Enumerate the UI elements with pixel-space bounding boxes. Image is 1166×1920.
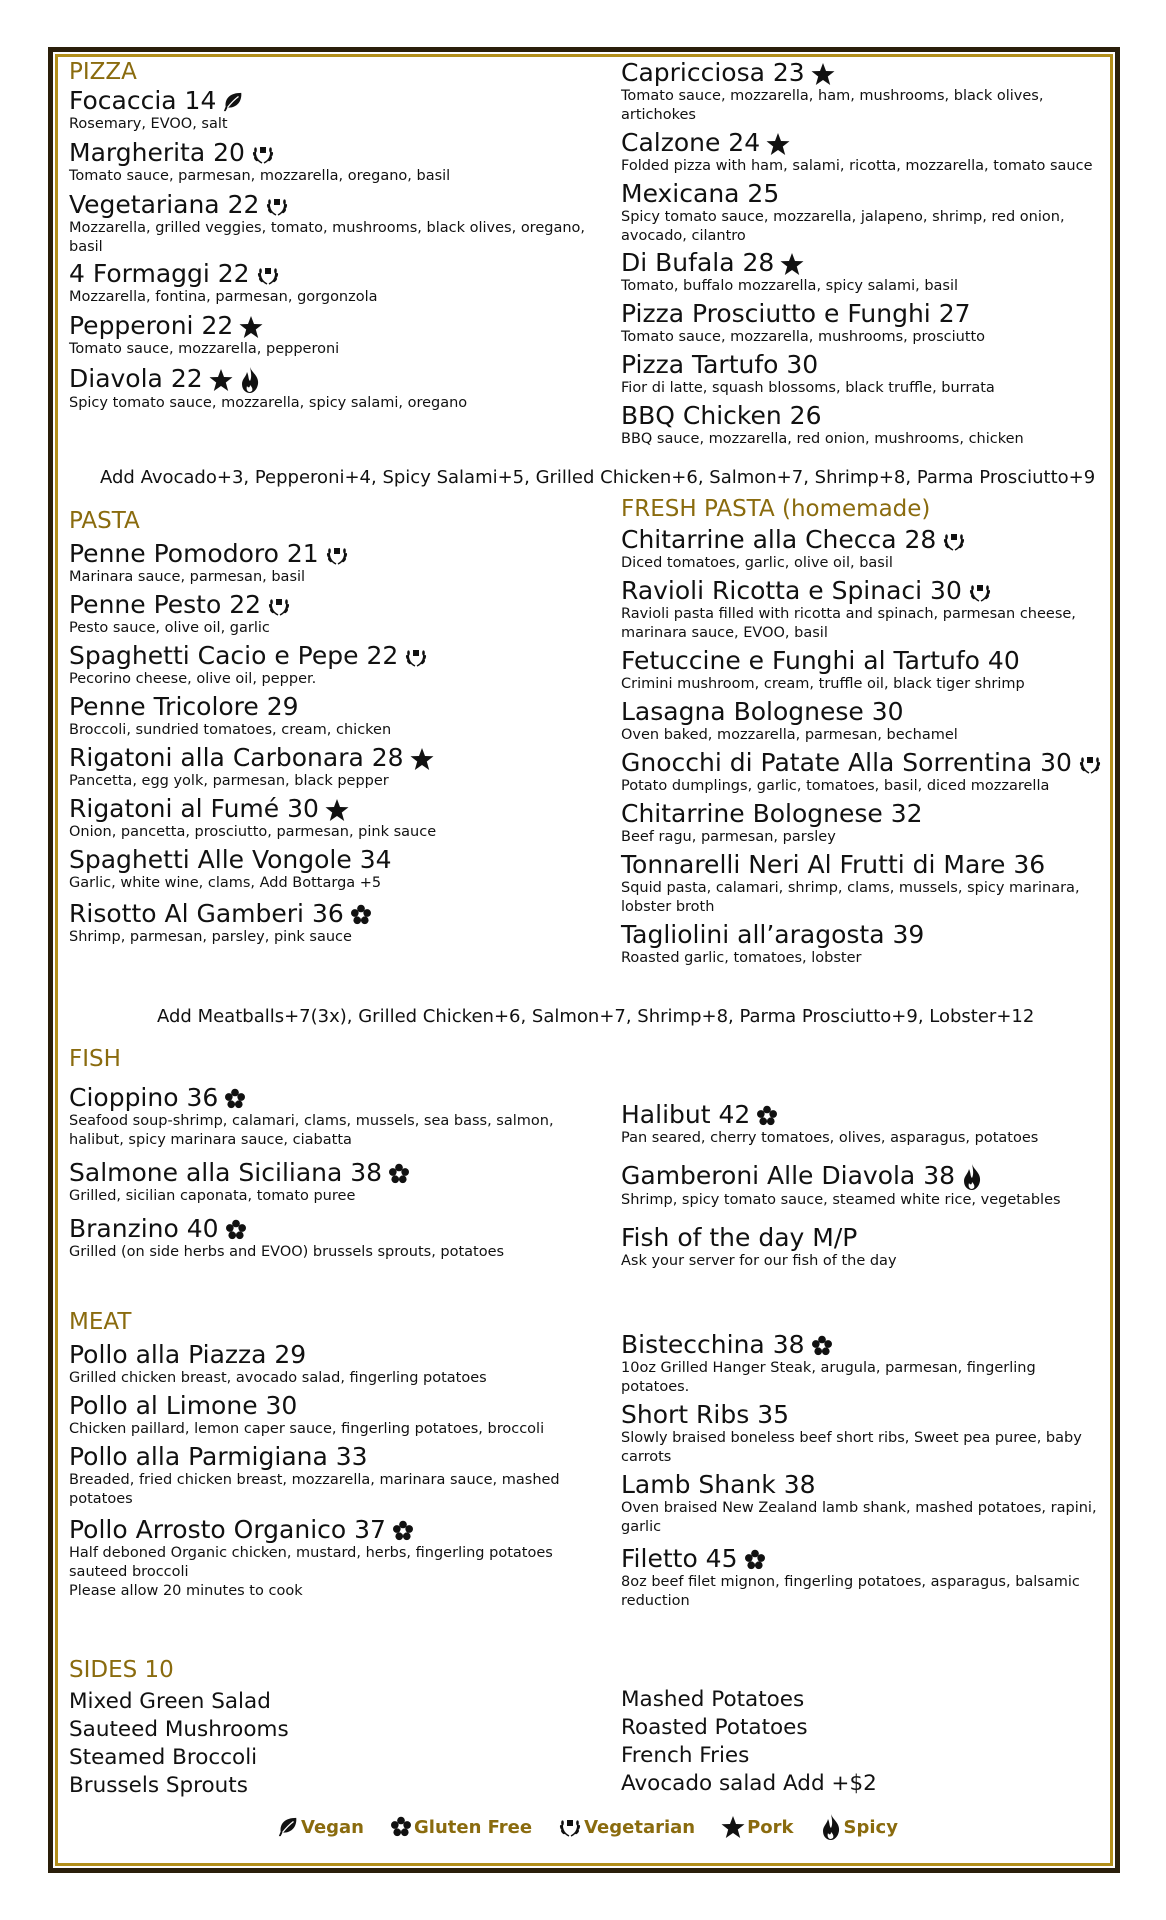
menu-item-name-text: Chitarrine Bolognese 32 <box>621 799 923 828</box>
menu-item-description: Breaded, fried chicken breast, mozzarella, marinara sauce, mashed potatoes <box>69 1472 560 1507</box>
legend-label: Vegetarian <box>584 1816 696 1838</box>
legend-item-vegan <box>277 1816 364 1838</box>
menu-item <box>69 641 599 689</box>
menu-item-name <box>69 899 599 928</box>
menu-item <box>621 128 1101 176</box>
pasta-left-column <box>69 507 599 947</box>
flower-icon <box>225 1219 247 1241</box>
menu-item <box>69 138 599 186</box>
menu-item-name-text: Branzino 40 <box>69 1214 219 1243</box>
menu-item <box>69 590 599 638</box>
menu-item-name <box>621 748 1101 777</box>
section-title-pizza: PIZZA <box>69 59 137 85</box>
side-item: Mixed Green Salad <box>69 1689 271 1714</box>
menu-item-name-text: Lamb Shank 38 <box>621 1470 816 1499</box>
meat-right-column <box>621 1330 1101 1611</box>
menu-item <box>69 1442 599 1509</box>
menu-item <box>69 364 599 413</box>
menu-item <box>69 539 599 587</box>
menu-item <box>69 1391 599 1439</box>
menu-item-name-text: Capricciosa 23 <box>621 58 805 87</box>
flower-icon <box>744 1549 766 1571</box>
menu-item-name-text: Tonnarelli Neri Al Frutti di Mare 36 <box>621 850 1046 879</box>
menu-item-name <box>69 190 599 219</box>
menu-item-description: Garlic, white wine, clams, Add Bottarga +5 <box>69 875 382 891</box>
menu-item <box>69 1158 599 1206</box>
menu-item <box>621 1330 1101 1397</box>
menu-item-description: Slowly braised boneless beef short ribs, Sweet pea puree, baby carrots <box>621 1430 1082 1465</box>
star-icon <box>766 132 790 156</box>
menu-item-description: Tomato sauce, mozzarella, ham, mushrooms, black olives, artichokes <box>621 88 1044 123</box>
leaf-icon <box>277 1816 299 1838</box>
laurel-icon <box>251 143 275 165</box>
legend-item-vegetarian <box>558 1816 695 1838</box>
menu-item-name <box>69 1515 599 1544</box>
menu-item <box>621 299 1101 347</box>
menu-item-description: 10oz Grilled Hanger Steak, arugula, parmesan, fingerling potatoes. <box>621 1360 1036 1395</box>
menu-item-name <box>621 576 1101 605</box>
star-icon <box>410 747 434 771</box>
menu-item-description: Crimini mushroom, cream, truffle oil, black tiger shrimp <box>621 676 1025 692</box>
menu-item <box>621 179 1101 246</box>
menu-item-description: Pesto sauce, olive oil, garlic <box>69 620 270 636</box>
menu-item-name-text: Gnocchi di Patate Alla Sorrentina 30 <box>621 748 1072 777</box>
menu-item-name <box>69 743 599 772</box>
menu-item-name-text: Vegetariana 22 <box>69 190 260 219</box>
menu-item-name <box>69 1340 599 1369</box>
section-title-sides: SIDES 10 <box>69 1657 174 1683</box>
menu-item-name <box>621 850 1101 879</box>
section-title-fish: FISH <box>69 1046 121 1072</box>
menu-item-name <box>69 364 599 394</box>
section-title-pasta: PASTA <box>69 508 140 534</box>
menu-item-name-text: Fish of the day M/P <box>621 1223 858 1252</box>
menu-item-description: Pecorino cheese, olive oil, pepper. <box>69 671 317 687</box>
menu-item <box>621 850 1101 917</box>
flower-icon <box>350 904 372 926</box>
menu-item-name <box>621 401 1101 430</box>
menu-item-name <box>621 697 1101 726</box>
menu-item-name <box>69 1083 599 1112</box>
menu-item <box>621 248 1101 296</box>
menu-item-description: Chicken paillard, lemon caper sauce, fingerling potatoes, broccoli <box>69 1421 545 1437</box>
menu-item <box>621 799 1101 847</box>
menu-item-description: Spicy tomato sauce, mozzarella, spicy salami, oregano <box>69 395 468 411</box>
menu-item-name <box>69 692 599 721</box>
laurel-icon <box>256 264 280 286</box>
menu-item-name-text: Spaghetti Alle Vongole 34 <box>69 845 392 874</box>
menu-item-note: Please allow 20 minutes to cook <box>69 1583 303 1599</box>
flower-icon <box>756 1105 778 1127</box>
menu-item-description: Spicy tomato sauce, mozzarella, jalapeno, shrimp, red onion, avocado, cilantro <box>621 209 1065 244</box>
menu-item-description: Grilled, sicilian caponata, tomato puree <box>69 1188 356 1204</box>
menu-item-description: Rosemary, EVOO, salt <box>69 116 228 132</box>
star-icon <box>811 62 835 86</box>
menu-item-name-text: Pollo alla Piazza 29 <box>69 1340 307 1369</box>
menu-item-name <box>69 86 599 115</box>
section-title-fresh-pasta: FRESH PASTA (homemade) <box>621 496 931 522</box>
menu-item-name <box>69 1442 599 1471</box>
menu-item-name-text: Pollo Arrosto Organico 37 <box>69 1515 386 1544</box>
menu-item-name-text: Pollo alla Parmigiana 33 <box>69 1442 368 1471</box>
menu-item-description: Marinara sauce, parmesan, basil <box>69 569 306 585</box>
menu-item-name <box>621 525 1101 554</box>
menu-item-description: Seafood soup-shrimp, calamari, clams, mussels, sea bass, salmon, halibut, spicy marinara sauce, ciabatta <box>69 1113 554 1148</box>
menu-item-name <box>69 138 599 167</box>
menu-item-description: Tomato sauce, parmesan, mozzarella, oregano, basil <box>69 168 451 184</box>
legend-label: Spicy <box>843 1816 898 1838</box>
menu-item <box>621 1470 1101 1537</box>
menu-item-name-text: Pizza Prosciutto e Funghi 27 <box>621 299 971 328</box>
menu-item-name-text: Di Bufala 28 <box>621 248 775 277</box>
pasta-addons: Add Meatballs+7(3x), Grilled Chicken+6, Salmon+7, Shrimp+8, Parma Prosciutto+9, Lobster+12 <box>157 1006 1035 1027</box>
menu-item-description: Ask your server for our fish of the day <box>621 1253 897 1269</box>
menu-item-description: Mozzarella, grilled veggies, tomato, mushrooms, black olives, oregano, basil <box>69 220 586 255</box>
legend-label: Vegan <box>301 1816 364 1838</box>
menu-item-name-text: Lasagna Bolognese 30 <box>621 697 904 726</box>
menu-item-name <box>621 1223 1101 1252</box>
menu-item-name <box>69 794 599 823</box>
laurel-icon <box>265 195 289 217</box>
pizza-left-column <box>69 58 599 413</box>
menu-item <box>621 1400 1101 1467</box>
menu-item-name-text: Penne Pesto 22 <box>69 590 262 619</box>
menu-item-name <box>621 128 1101 157</box>
fish-right-column <box>621 1100 1101 1271</box>
menu-item-name-text: Risotto Al Gamberi 36 <box>69 899 344 928</box>
meat-left-column <box>69 1308 599 1601</box>
fresh-pasta-column <box>621 495 1101 968</box>
menu-item-description: Broccoli, sundried tomatoes, cream, chicken <box>69 722 392 738</box>
menu-item-name-text: Margherita 20 <box>69 138 245 167</box>
menu-item-description: Grilled (on side herbs and EVOO) brussels sprouts, potatoes <box>69 1244 505 1260</box>
menu-item-description: Pancetta, egg yolk, parmesan, black pepper <box>69 773 389 789</box>
menu-item-name-text: Tagliolini all’aragosta 39 <box>621 920 925 949</box>
menu-item-description: Oven braised New Zealand lamb shank, mashed potatoes, rapini, garlic <box>621 1500 1097 1535</box>
side-item: Steamed Broccoli <box>69 1745 258 1770</box>
legend-item-spicy <box>820 1813 898 1841</box>
menu-item-name-text: Penne Tricolore 29 <box>69 692 299 721</box>
menu-item-description: Beef ragu, parmesan, parsley <box>621 829 836 845</box>
legend-label: Gluten Free <box>414 1816 533 1838</box>
menu-item-name-text: Pollo al Limone 30 <box>69 1391 298 1420</box>
menu-item-name <box>69 311 599 340</box>
menu-item-description: Mozzarella, fontina, parmesan, gorgonzola <box>69 289 378 305</box>
menu-item <box>69 86 599 134</box>
pizza-addons: Add Avocado+3, Pepperoni+4, Spicy Salami+5, Grilled Chicken+6, Salmon+7, Shrimp+8, Parma Prosciutto+9 <box>100 467 1096 488</box>
menu-item-name-text: Rigatoni alla Carbonara 28 <box>69 743 404 772</box>
menu-item-name-text: Fetuccine e Funghi al Tartufo 40 <box>621 646 1020 675</box>
menu-item-description: Tomato, buffalo mozzarella, spicy salami, basil <box>621 278 959 294</box>
menu-item <box>621 401 1101 449</box>
menu-item-name-text: Penne Pomodoro 21 <box>69 539 319 568</box>
menu-item-name-text: Cioppino 36 <box>69 1083 219 1112</box>
menu-item-name <box>621 350 1101 379</box>
legend-item-gluten-free <box>390 1816 532 1838</box>
menu-item-name-text: BBQ Chicken 26 <box>621 401 822 430</box>
menu-item-name <box>69 641 599 670</box>
menu-item-name-text: Bistecchina 38 <box>621 1330 805 1359</box>
menu-item-name <box>69 539 599 568</box>
laurel-icon <box>267 595 291 617</box>
sides-left-column <box>69 1656 599 1800</box>
star-icon <box>721 1815 745 1839</box>
menu-item-name <box>621 920 1101 949</box>
menu-item <box>621 748 1101 796</box>
laurel-icon <box>558 1816 582 1838</box>
menu-item-name-text: Short Ribs 35 <box>621 1400 790 1429</box>
menu-item-description: Half deboned Organic chicken, mustard, herbs, fingerling potatoes sauteed broccoli <box>69 1545 553 1580</box>
menu-item-description: Tomato sauce, mozzarella, pepperoni <box>69 341 340 357</box>
menu-item-name <box>69 1391 599 1420</box>
section-title-meat: MEAT <box>69 1309 132 1335</box>
menu-item <box>69 1340 599 1388</box>
menu-item <box>621 1544 1101 1611</box>
menu-item <box>69 190 599 257</box>
menu-item <box>69 1083 599 1150</box>
menu-item-name-text: Salmone alla Siciliana 38 <box>69 1158 383 1187</box>
menu-item-description: Potato dumplings, garlic, tomatoes, basil, diced mozzarella <box>621 778 1050 794</box>
menu-item-name <box>621 1400 1101 1429</box>
side-item: Roasted Potatoes <box>621 1715 808 1740</box>
menu-item-name <box>621 799 1101 828</box>
flame-icon <box>239 366 261 394</box>
star-icon <box>780 252 804 276</box>
menu-item <box>69 1515 599 1601</box>
flower-icon <box>224 1088 246 1110</box>
menu-item-name <box>69 590 599 619</box>
side-item: Sauteed Mushrooms <box>69 1717 289 1742</box>
laurel-icon <box>968 581 992 603</box>
menu-item-name-text: Pepperoni 22 <box>69 311 234 340</box>
menu-item-description: Shrimp, parmesan, parsley, pink sauce <box>69 929 352 945</box>
flame-icon <box>961 1163 983 1191</box>
menu-item-description: Grilled chicken breast, avocado salad, fingerling potatoes <box>69 1370 487 1386</box>
side-item: French Fries <box>621 1743 750 1768</box>
menu-item-name-text: Focaccia 14 <box>69 86 217 115</box>
menu-item <box>69 692 599 740</box>
menu-item-name-text: Calzone 24 <box>621 128 761 157</box>
menu-item-name-text: Rigatoni al Fumé 30 <box>69 794 319 823</box>
menu-item-name-text: Gamberoni Alle Diavola 38 <box>621 1161 956 1190</box>
menu-item <box>621 58 1101 125</box>
menu-item <box>621 920 1101 968</box>
menu-item-name-text: Ravioli Ricotta e Spinaci 30 <box>621 576 962 605</box>
menu-item-description: BBQ sauce, mozzarella, red onion, mushrooms, chicken <box>621 431 1024 447</box>
menu-item-name <box>69 1158 599 1187</box>
menu-item <box>69 311 599 359</box>
menu-item <box>69 845 599 893</box>
side-item: Avocado salad Add +$2 <box>621 1771 877 1796</box>
flower-icon <box>811 1335 833 1357</box>
menu-item-name-text: Diavola 22 <box>69 364 203 393</box>
menu-item-name <box>621 248 1101 277</box>
sides-right-column <box>621 1686 1101 1798</box>
menu-item-description: Ravioli pasta filled with ricotta and spinach, parmesan cheese, marinara sauce, EVOO, basil <box>621 606 1076 641</box>
menu-item-name <box>621 1330 1101 1359</box>
laurel-icon <box>404 646 428 668</box>
menu-item-name <box>621 1470 1101 1499</box>
menu-item-description: Folded pizza with ham, salami, ricotta, mozzarella, tomato sauce <box>621 158 1093 174</box>
menu-item-name-text: Chitarrine alla Checca 28 <box>621 525 937 554</box>
legend-label: Pork <box>747 1816 794 1838</box>
menu-item-description: 8oz beef filet mignon, fingerling potatoes, asparagus, balsamic reduction <box>621 1574 1080 1609</box>
menu-item-name-text: Mexicana 25 <box>621 179 780 208</box>
menu-item-name <box>69 259 599 288</box>
flower-icon <box>390 1816 412 1838</box>
pizza-right-column <box>621 58 1101 449</box>
menu-item-description: Diced tomatoes, garlic, olive oil, basil <box>621 555 893 571</box>
menu-item <box>621 576 1101 643</box>
menu-item-description: Roasted garlic, tomatoes, lobster <box>621 950 862 966</box>
laurel-icon <box>1078 753 1102 775</box>
menu-item <box>69 899 599 947</box>
star-icon <box>239 315 263 339</box>
flower-icon <box>388 1163 410 1185</box>
menu-item-name <box>621 646 1101 675</box>
menu-item <box>69 743 599 791</box>
menu-item-name <box>621 179 1101 208</box>
menu-item-description: Oven baked, mozzarella, parmesan, bechamel <box>621 727 958 743</box>
dietary-legend <box>277 1812 924 1842</box>
flower-icon <box>392 1520 414 1542</box>
menu-item-name-text: Pizza Tartufo 30 <box>621 350 819 379</box>
menu-item-name <box>621 1161 1101 1191</box>
menu-item <box>621 350 1101 398</box>
menu-item-name <box>621 299 1101 328</box>
menu-item <box>621 1223 1101 1271</box>
menu-item <box>621 646 1101 694</box>
menu-item-description: Tomato sauce, mozzarella, mushrooms, prosciutto <box>621 329 986 345</box>
menu-item <box>621 1161 1101 1210</box>
menu-item <box>69 794 599 842</box>
star-icon <box>209 368 233 392</box>
menu-item-description: Shrimp, spicy tomato sauce, steamed white rice, vegetables <box>621 1192 1061 1208</box>
menu-item-name <box>621 58 1101 87</box>
menu-item-description: Fior di latte, squash blossoms, black truffle, burrata <box>621 380 995 396</box>
menu-item-description: Onion, pancetta, prosciutto, parmesan, pink sauce <box>69 824 437 840</box>
legend-item-pork <box>721 1815 793 1839</box>
menu-item-name <box>69 1214 599 1243</box>
menu-item-description: Pan seared, cherry tomatoes, olives, asparagus, potatoes <box>621 1130 1039 1146</box>
menu-item <box>621 525 1101 573</box>
fish-left-column <box>69 1045 599 1262</box>
menu-item <box>621 1100 1101 1148</box>
leaf-icon <box>222 91 244 113</box>
side-item: Brussels Sprouts <box>69 1773 248 1798</box>
flame-icon <box>820 1813 842 1841</box>
laurel-icon <box>325 544 349 566</box>
menu-item-name-text: Filetto 45 <box>621 1544 738 1573</box>
menu-item <box>69 259 599 307</box>
menu-item <box>69 1214 599 1262</box>
side-item: Mashed Potatoes <box>621 1687 805 1712</box>
menu-item <box>621 697 1101 745</box>
menu-item-name <box>621 1544 1101 1573</box>
menu-item-description: Squid pasta, calamari, shrimp, clams, mussels, spicy marinara, lobster broth <box>621 880 1080 915</box>
laurel-icon <box>942 530 966 552</box>
menu-item-name-text: Spaghetti Cacio e Pepe 22 <box>69 641 399 670</box>
menu-item-name <box>621 1100 1101 1129</box>
star-icon <box>325 798 349 822</box>
menu-item-name-text: 4 Formaggi 22 <box>69 259 250 288</box>
menu-item-name-text: Halibut 42 <box>621 1100 751 1129</box>
menu-item-name <box>69 845 599 874</box>
